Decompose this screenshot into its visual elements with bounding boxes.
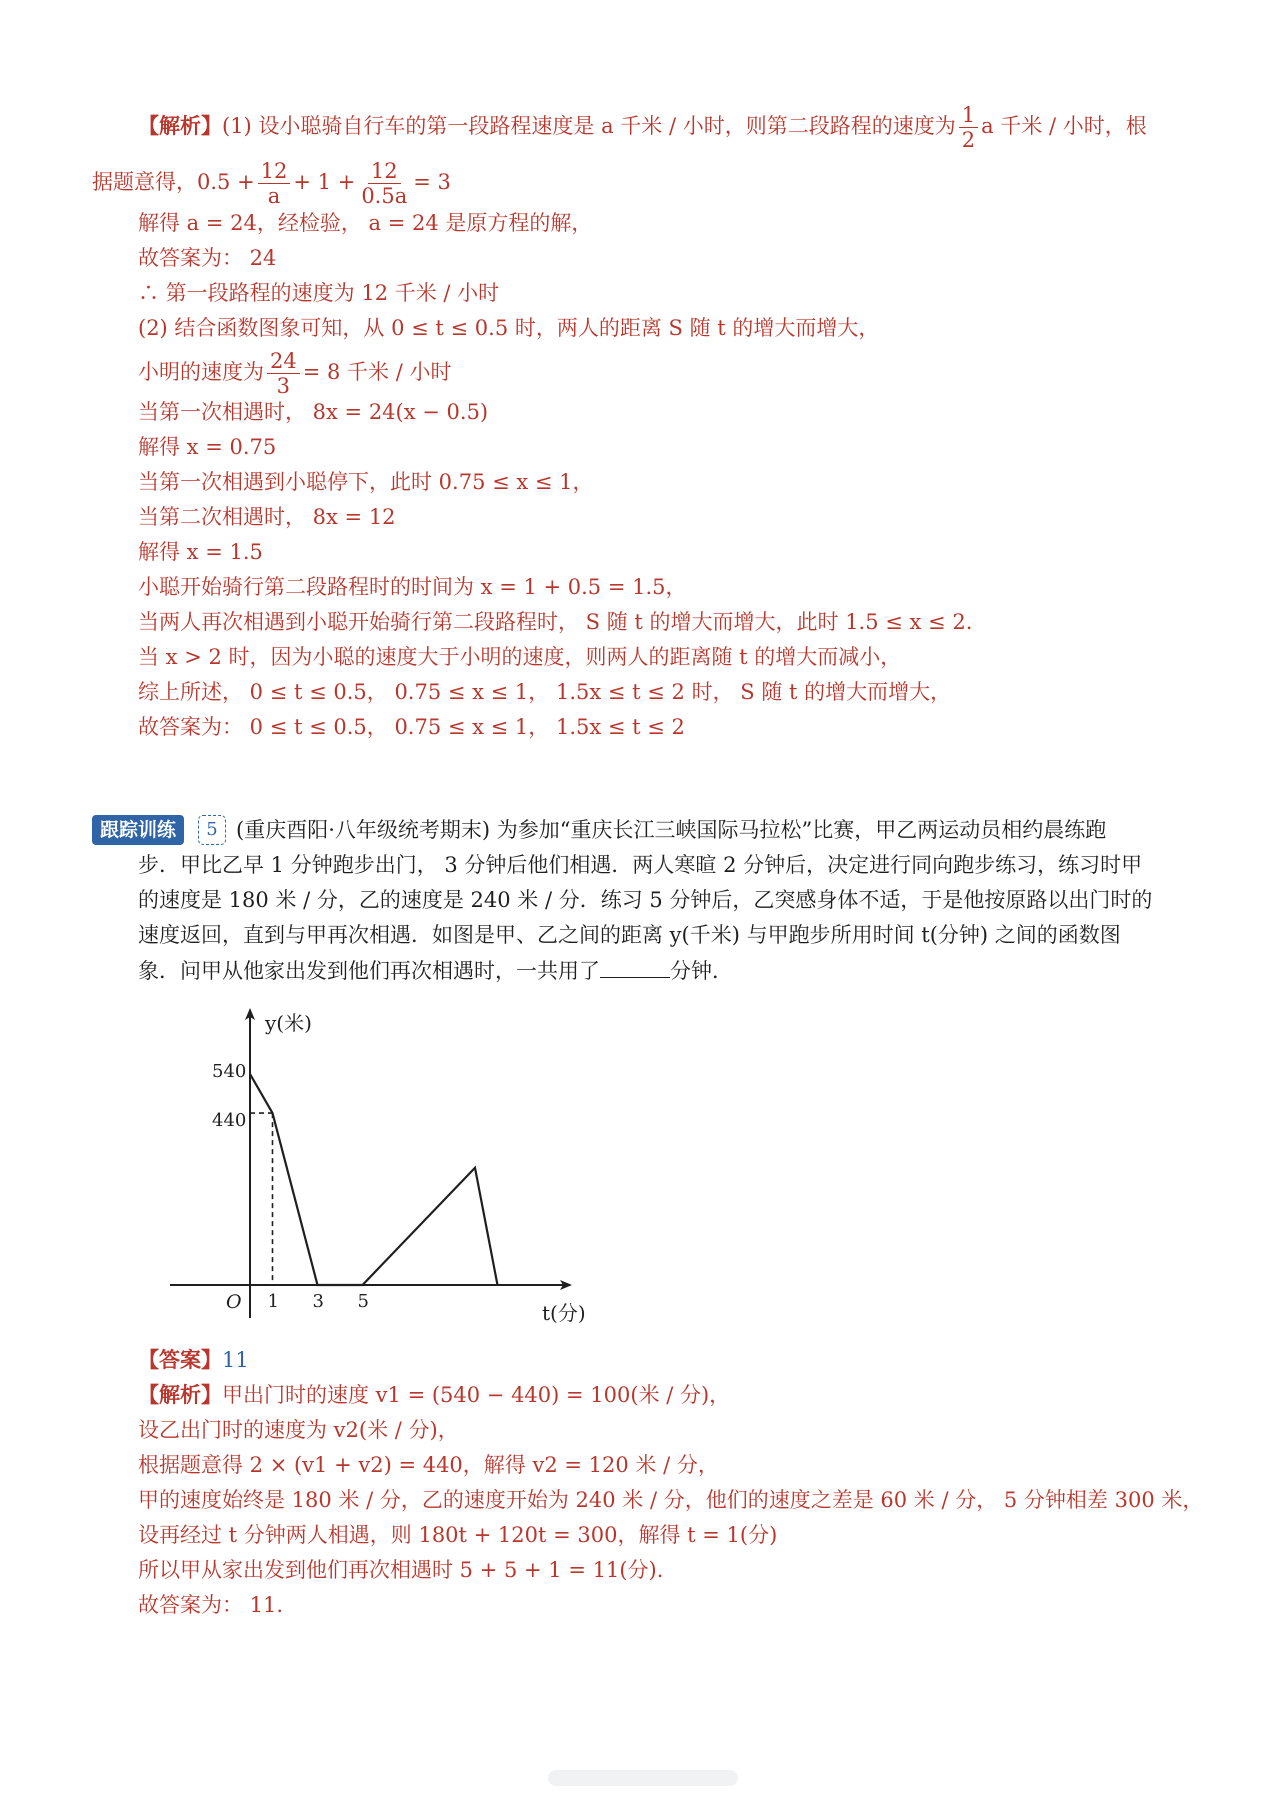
question-line-2: 步．甲比乙早 1 分钟跑步出门， 3 分钟后他们相遇．两人寒暄 2 分钟后，决定进行同向跑步练习，练习时甲 <box>138 853 1143 877</box>
solution2-line-7: 故答案为： 11. <box>138 1593 284 1617</box>
distance-series-line <box>250 1074 498 1285</box>
solution2-line-3: 根据题意得 2 × (v1 + v2) = 440，解得 v2 = 120 米 / 分， <box>138 1453 719 1477</box>
x-axis-label: t(分) <box>542 1301 586 1325</box>
solution-line-4: 故答案为： 24 <box>138 246 277 270</box>
solution2-line-6: 所以甲从家出发到他们再次相遇时 5 + 5 + 1 = 11(分). <box>138 1558 664 1582</box>
question-line-3: 的速度是 180 米 / 分，乙的速度是 240 米 / 分．练习 5 分钟后，乙突感身体不适，于是他按原路以出门时的 <box>138 888 1153 912</box>
question-line-1: (重庆酉阳·八年级统考期末) 为参加“重庆长江三峡国际马拉松”比赛，甲乙两运动员相约晨练跑 <box>236 818 1107 842</box>
x-tick-labels <box>268 1291 369 1312</box>
question-number: 5 <box>198 815 226 845</box>
y-tick-labels <box>212 1061 246 1131</box>
solution2-line-2: 设乙出门时的速度为 v2(米 / 分)， <box>138 1418 459 1442</box>
solution-line-13: 小聪开始骑行第二段路程时的时间为 x = 1 + 0.5 = 1.5， <box>138 575 687 599</box>
solution-line-12: 解得 x = 1.5 <box>138 540 263 564</box>
solution-line-17: 故答案为： 0 ≤ t ≤ 0.5， 0.75 ≤ x ≤ 1， 1.5x ≤ t ≤ 2 <box>138 715 685 739</box>
fraction-12-over-a: $\frac{12}{a}$ <box>258 160 291 207</box>
solution2-label: 【解析】 <box>138 1382 222 1407</box>
answer-blank[interactable] <box>600 955 670 978</box>
dashed-guides <box>250 1113 273 1285</box>
x-tick-label-1: 1 <box>267 1291 279 1312</box>
solution-line-15: 当 x > 2 时，因为小聪的速度大于小明的速度，则两人的距离随 t 的增大而减小， <box>138 645 902 669</box>
practice-badge: 跟踪训练 <box>92 815 184 845</box>
solution-line-5: ∴ 第一段路程的速度为 12 千米 / 小时 <box>138 281 500 305</box>
solution-line-16: 综上所述， 0 ≤ t ≤ 0.5， 0.75 ≤ x ≤ 1， 1.5x ≤ t ≤ 2 时， S 随 t 的增大而增大， <box>138 680 952 704</box>
solution-line-9: 解得 x = 0.75 <box>138 435 277 459</box>
answer-value: 11 <box>222 1348 249 1372</box>
answer-label: 【答案】 <box>138 1347 222 1372</box>
solution-line-10: 当第一次相遇到小聪停下，此时 0.75 ≤ x ≤ 1， <box>138 470 594 494</box>
fraction-12-over-half-a: $\frac{12}{0.5a}$ <box>361 159 408 209</box>
solution-line-11: 当第二次相遇时， 8x = 12 <box>138 505 396 529</box>
solution2-line-4: 甲的速度始终是 180 米 / 分，乙的速度开始为 240 米 / 分，他们的速度之差是 60 米 / 分， 5 分钟相差 300 米， <box>138 1488 1204 1512</box>
x-tick-label-3: 3 <box>312 1291 324 1312</box>
solution-line-7: 小明的速度为 $\frac{24}{3}$ = 8 千米 / 小时 <box>138 349 452 399</box>
solution-label: 【解析】 <box>138 113 222 139</box>
solution-line-1: 【解析】(1) 设小聪骑自行车的第一段路程速度是 a 千米 / 小时，则第二段路程的速度为 $\frac{1}{2}$ a 千米 / 小时，根 <box>138 103 1147 153</box>
solution2-line-5: 设再经过 t 分钟两人相遇，则 180t + 120t = 300，解得 t = 1(分) <box>138 1523 778 1547</box>
solution-line-14: 当两人再次相遇到小聪开始骑行第二段路程时， S 随 t 的增大而增大，此时 1.5 ≤ x ≤ 2. <box>138 610 973 634</box>
origin-label: O <box>226 1291 242 1313</box>
solution-line-8: 当第一次相遇时， 8x = 24(x − 0.5) <box>138 400 489 424</box>
question-line-5: 象．问甲从他家出发到他们再次相遇时，一共用了 分钟． <box>138 955 733 986</box>
solution-line-2: 据题意得，0.5 + $\frac{12}{a}$ + 1 + $\frac{12}{0.5a}$ = 3 <box>92 159 451 209</box>
x-tick-label-5: 5 <box>357 1291 369 1312</box>
y-tick-label-540: 540 <box>212 1061 247 1082</box>
y-axis-label: y(米) <box>265 1011 312 1035</box>
distance-time-chart <box>150 1000 620 1330</box>
question-line-4: 速度返回，直到与甲再次相遇．如图是甲、乙之间的距离 y(千米) 与甲跑步所用时间 t(分钟) 之间的函数图 <box>138 923 1121 947</box>
fraction-half: $\frac{1}{2}$ <box>959 104 978 151</box>
answer-line <box>138 1345 249 1375</box>
solution2-line-1: 【解析】甲出门时的速度 v1 = (540 − 440) = 100(米 / 分)， <box>138 1382 731 1407</box>
fraction-24-over-3: $\frac{24}{3}$ <box>267 350 300 397</box>
solution-line-3: 解得 a = 24，经检验， a = 24 是原方程的解， <box>138 211 593 235</box>
page-footer-mark <box>548 1770 738 1786</box>
solution-line-6: (2) 结合函数图象可知，从 0 ≤ t ≤ 0.5 时，两人的距离 S 随 t 的增大而增大， <box>138 316 880 340</box>
y-tick-label-440: 440 <box>212 1110 247 1132</box>
